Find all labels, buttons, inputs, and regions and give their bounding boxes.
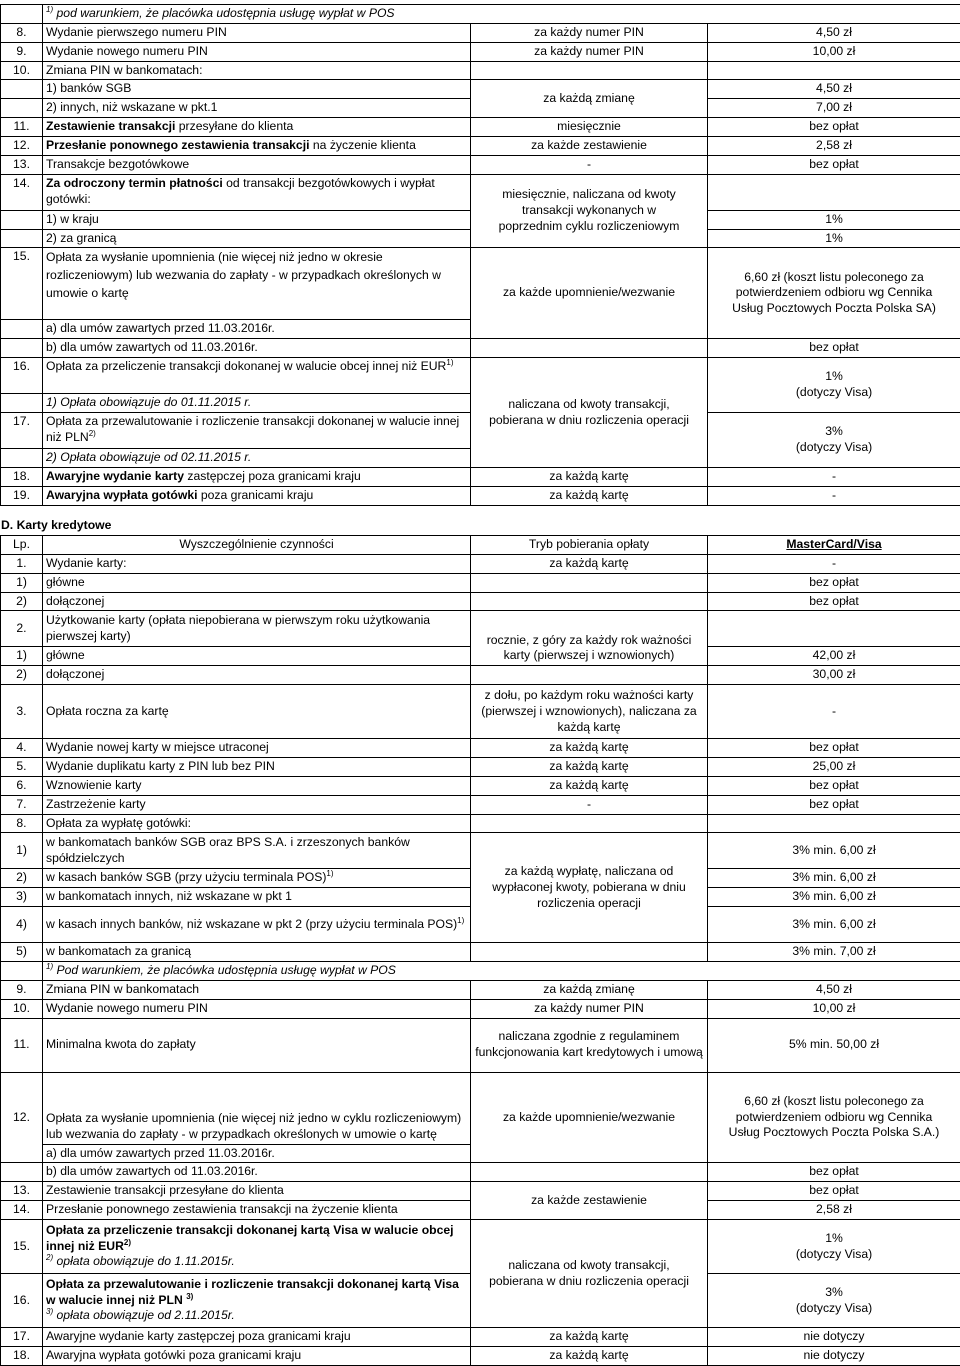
table-row — [1, 5, 960, 24]
table-row: 9. Zmiana PIN w bankomatach za każdą zmianę 4,50 zł — [1, 980, 960, 999]
table-row: 5. Wydanie duplikatu karty z PIN lub bez PIN za każdą kartę 25,00 zł — [1, 758, 960, 777]
table-row: 1. Wydanie karty: za każdą kartę - — [1, 554, 960, 573]
table-row: 10. Wydanie nowego numeru PIN za każdy numer PIN 10,00 zł — [1, 999, 960, 1018]
table-row: 3) w bankomatach innych, niż wskazane w pkt 1 3% min. 6,00 zł — [1, 888, 960, 907]
table-row: 11. Minimalna kwota do zapłaty naliczana zgodnie z regulaminem funkcjonowania kart kredytowych i umową 5% min. 50,00 zł — [1, 1018, 960, 1072]
table-row: 17. Awaryjne wydanie karty zastępczej poza granicami kraju za każdą kartę nie dotyczy — [1, 1328, 960, 1347]
table-row: 1) w bankomatach banków SGB oraz BPS S.A. i zrzeszonych banków spółdzielczych za każdą wypłatę, naliczana od wypłaconej kwoty, pobierana w dniu rozliczenia operacji 3% min. 6,00 zł — [1, 833, 960, 869]
table-row: 3. Opłata roczna za kartę z dołu, po każdym roku ważności karty (pierwszej i wznowionych), naliczana za każdą kartę - — [1, 685, 960, 739]
table-row: 8. Wydanie pierwszego numeru PIN za każdy numer PIN 4,50 zł — [1, 23, 960, 42]
table-row: 2. Użytkowanie karty (opłata niepobierana w pierwszym roku użytkowania pierwszej karty) rocznie, z góry za każdy rok ważności karty (pierwszej i wznowionych) — [1, 611, 960, 647]
debit-card-fees-table — [0, 4, 960, 506]
table-row: 2) w kasach banków SGB (przy użyciu terminala POS)$^{1)}$ 3% min. 6,00 zł — [1, 869, 960, 888]
table-row: 2) innych, niż wskazane w pkt.1 7,00 zł — [1, 99, 960, 118]
table-row: 13. Zestawienie transakcji przesyłane do klienta za każde zestawienie bez opłat — [1, 1182, 960, 1201]
table-row: 9. Wydanie nowego numeru PIN za każdy numer PIN 10,00 zł — [1, 42, 960, 61]
table-row: 2) dołączonej bez opłat — [1, 592, 960, 611]
table-row: 7. Zastrzeżenie karty - bez opłat — [1, 795, 960, 814]
table-row: 17. Opłata za przewalutowanie i rozliczenie transakcji dokonanej w walucie innej niż PLN$^{2)}$ 3% (dotyczy Visa) — [1, 413, 960, 449]
table-row: 2) za granicą 1% — [1, 229, 960, 248]
table-row: 15. Opłata za wysłanie upomnienia (nie więcej niż jedno w okresie rozliczeniowym) lub wezwania do zapłaty - w przypadkach określonych w umowie o kartę za każde upomnienie/wezwanie 6,60 zł (koszt listu poleconego za potwierdzeniem odbioru wg Cennika Usług Pocztowych Poczta Polska SA) — [1, 248, 960, 320]
table-row: 1) Opłata obowiązuje do 01.11.2015 r. — [1, 394, 960, 413]
table-row: 5) w bankomatach za granicą 3% min. 7,00 zł — [1, 943, 960, 962]
table-row: 1) główne bez opłat — [1, 573, 960, 592]
footnote: $^{1)}$ pod warunkiem, że placówka udostępnia usługę wypłat w POS — [43, 5, 960, 24]
table-row: 4) w kasach innych banków, niż wskazane w pkt 2 (przy użyciu terminala POS)$^{1)}$ 3% min. 6,00 zł — [1, 907, 960, 943]
table-row: 6. Wznowienie karty za każdą kartę bez opłat — [1, 776, 960, 795]
table-row: 1) główne 42,00 zł — [1, 647, 960, 666]
section-title: D. Karty kredytowe — [1, 518, 111, 534]
table-header: Lp. Wyszczególnienie czynności Tryb pobierania opłaty MasterCard/Visa — [1, 536, 960, 555]
table-row: 14. Za odroczony termin płatności od transakcji bezgotówkowych i wypłat gotówki: miesięcznie, naliczana od kwoty transakcji wykonanych w poprzednim cyklu rozliczeniowym — [1, 174, 960, 210]
table-row: 13. Transakcje bezgotówkowe - bez opłat — [1, 155, 960, 174]
table-row: 12. Opłata za wysłanie upomnienia (nie więcej niż jedno w cyklu rozliczeniowym) lub wezwania do zapłaty - w przypadkach określonych w umowie o kartę za każde upomnienie/wezwanie 6,60 zł (koszt listu poleconego za potwierdzeniem odbioru wg Cennika Usług Pocztowych Poczta Polska S.A.) — [1, 1072, 960, 1144]
table-row: 16. Opłata za przeliczenie transakcji dokonanej w walucie obcej innej niż EUR$^{1)}$ naliczana od kwoty transakcji, pobierana w dniu rozliczenia operacji 1% (dotyczy Visa) — [1, 358, 960, 394]
table-row: 2) Opłata obowiązuje od 02.11.2015 r. — [1, 449, 960, 468]
table-row: 18. Awaryjna wypłata gotówki poza granicami kraju za każdą kartę nie dotyczy — [1, 1346, 960, 1365]
table-row: 12. Przesłanie ponownego zestawienia transakcji na życzenie klienta za każde zestawienie 2,58 zł — [1, 137, 960, 156]
table-row: 2) dołączonej 30,00 zł — [1, 666, 960, 685]
table-row: a) dla umów zawartych przed 11.03.2016r. — [1, 1144, 960, 1163]
table-row — [1, 962, 960, 981]
footnote: $^{1)}$ Pod warunkiem, że placówka udostępnia usługę wypłat w POS — [43, 962, 960, 981]
table-row: 4. Wydanie nowej karty w miejsce utraconej za każdą kartę bez opłat — [1, 739, 960, 758]
table-row: 1) banków SGB za każdą zmianę 4,50 zł — [1, 80, 960, 99]
table-row: 15. Opłata za przeliczenie transakcji dokonanej kartą Visa w walucie obcej innej niż EUR$^{2)}$ $^{2)}$ opłata obowiązuje do 1.11.2015r. naliczana od kwoty transakcji, pobierana w dniu rozliczenia operacji 1% (dotyczy Visa) — [1, 1220, 960, 1274]
table-row: b) dla umów zawartych od 11.03.2016r. bez opłat — [1, 1163, 960, 1182]
table-row: 8. Opłata za wypłatę gotówki: — [1, 814, 960, 833]
table-row: 18. Awaryjne wydanie karty zastępczej poza granicami kraju za każdą kartę - — [1, 467, 960, 486]
credit-card-fees-table — [0, 535, 960, 1366]
table-row: 19. Awaryjna wypłata gotówki poza granicami kraju za każdą kartę - — [1, 486, 960, 505]
table-row: 16. Opłata za przewalutowanie i rozliczenie transakcji dokonanej kartą Visa w walucie innej niż PLN $^{3)}$ $^{3)}$ opłata obowiązuje od 2.11.2015r. 3% (dotyczy Visa) — [1, 1274, 960, 1328]
table-row: a) dla umów zawartych przed 11.03.2016r. — [1, 320, 960, 339]
table-row: b) dla umów zawartych od 11.03.2016r. bez opłat — [1, 339, 960, 358]
table-row: 14. Przesłanie ponownego zestawienia transakcji na życzenie klienta 2,58 zł — [1, 1201, 960, 1220]
table-row: 11. Zestawienie transakcji przesyłane do klienta miesięcznie bez opłat — [1, 118, 960, 137]
table-row: 1) w kraju 1% — [1, 210, 960, 229]
table-row: 10. Zmiana PIN w bankomatach: — [1, 61, 960, 80]
